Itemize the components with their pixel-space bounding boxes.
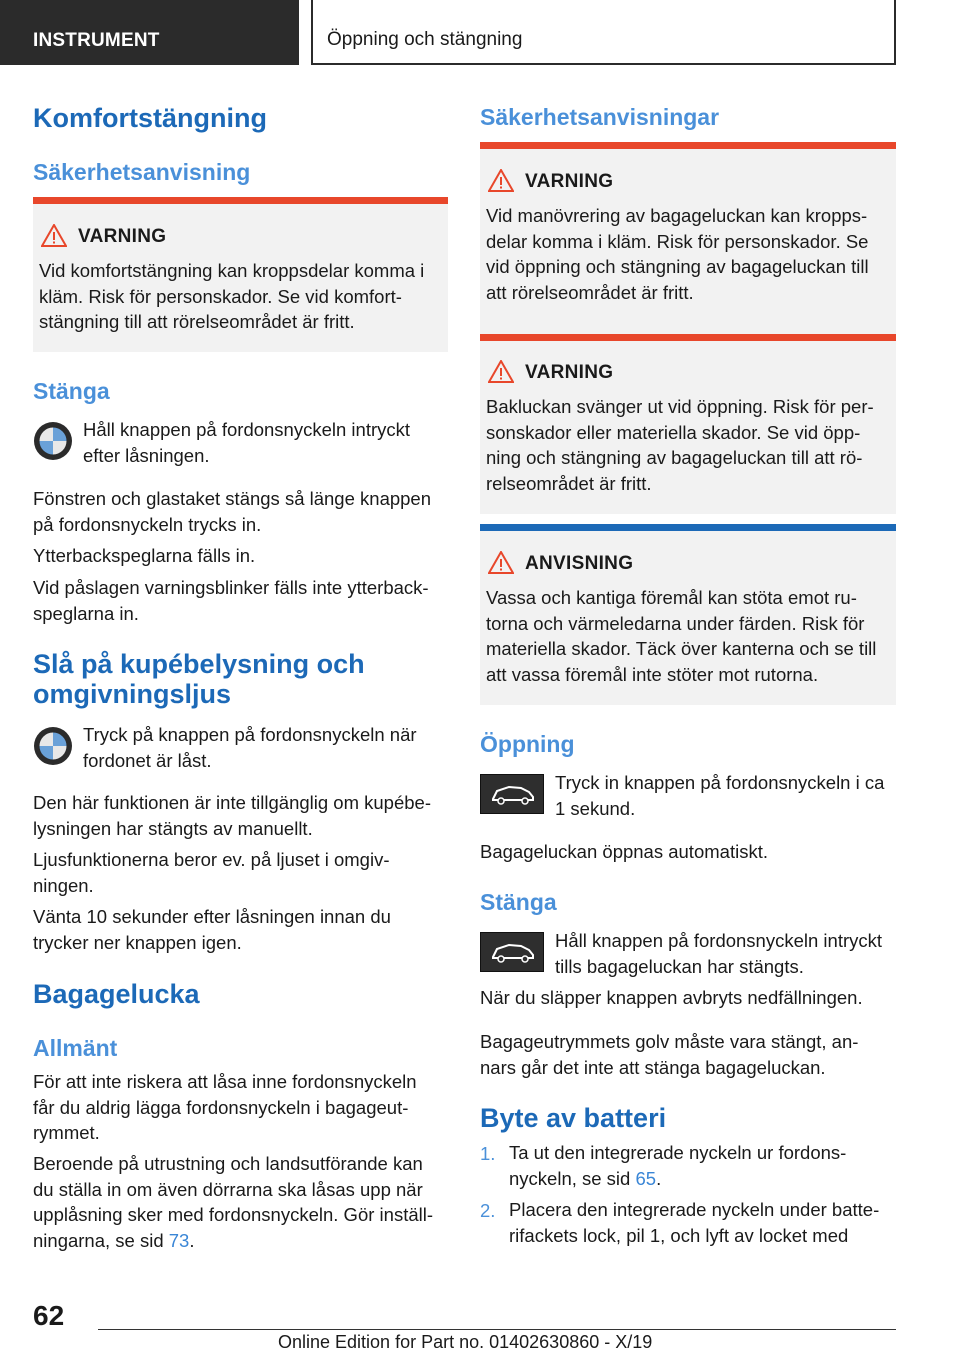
warning-box-komfort	[33, 197, 448, 352]
stanga-instruction: Håll knappen på fordonsnyckeln intryckt efter låsningen.	[83, 419, 411, 466]
key-logo-icon	[33, 421, 73, 461]
heading-sakerhetsanvisningar: Säkerhetsanvisningar	[480, 104, 720, 130]
page-link-73[interactable]: 73	[168, 1229, 190, 1251]
warning-text: Bakluckan svänger ut vid öppning. Risk för per- sonskador eller materiella skador. Se vid öpp- ning och stängning av bagageluckan till att rö- relseområdet är fritt.	[486, 396, 874, 494]
warning-icon	[41, 224, 67, 247]
warning-icon	[488, 169, 514, 192]
warning-text: Vid manövrering av bagageluckan kan kropps- delar komma i kläm. Risk för personskador. Se vid öppning och stängning av bagageluckan till att rörelseområdet är fritt.	[486, 205, 869, 303]
paragraph-ytterback: Ytterbackspeglarna fälls in.	[33, 545, 256, 566]
heading-kupebelysning: Slå på kupébelysning och omgivningsljus	[33, 649, 365, 709]
warning-title: VARNING	[525, 171, 614, 192]
paragraph-ljusfunktioner: Ljusfunktionerna beror ev. på ljuset i omgiv- ningen.	[33, 849, 390, 896]
page-number: 62	[33, 1300, 65, 1331]
warning-text: Vid komfortstängning kan kroppsdelar komma i kläm. Risk för personskador. Se vid komfort- stängning till att rörelseområdet är fritt.	[39, 260, 425, 332]
warning-icon	[488, 360, 514, 383]
paragraph-oppnas: Bagageluckan öppnas automatiskt.	[480, 841, 768, 862]
notice-icon	[488, 551, 514, 574]
heading-sakerhetsanvisning: Säkerhetsanvisning	[33, 159, 251, 185]
heading-stanga-bagage: Stänga	[480, 889, 557, 915]
paragraph-golv: Bagageutrymmets golv måste vara stängt, an- nars går det inte att stänga bagageluckan.	[480, 1031, 859, 1078]
warning-bar	[480, 334, 896, 341]
section-title: Öppning och stängning	[327, 29, 523, 50]
warning-title: VARNING	[525, 362, 614, 383]
heading-byte-batteri: Byte av batteri	[480, 1103, 667, 1133]
key-logo-icon	[33, 726, 73, 766]
heading-stanga: Stänga	[33, 378, 110, 404]
step-2-text: Placera den integrerade nyckeln under batte- rifackets lock, pil 1, och lyft av locket med	[509, 1199, 880, 1246]
paragraph-fonstren: Fönstren och glastaket stängs så länge knappen på fordonsnyckeln trycks in.	[33, 488, 432, 535]
section-tab	[311, 0, 896, 65]
warning-box-baklucka	[480, 334, 896, 514]
heading-komfortstangning: Komfortstängning	[33, 103, 267, 133]
trunk-button-icon	[480, 774, 544, 814]
paragraph-varningsblinker: Vid påslagen varningsblinker fälls inte ytterback- speglarna in.	[33, 577, 429, 624]
paragraph-riskera: För att inte riskera att låsa inne fordonsnyckeln får du aldrig lägga fordonsnyckeln i bagageut- rymmet.	[33, 1071, 417, 1143]
page-link-65[interactable]: 65	[635, 1167, 657, 1189]
chapter-tab	[0, 0, 299, 65]
kupebelysning-instruction: Tryck på knappen på fordonsnyckeln när fordonet är låst.	[83, 724, 417, 771]
paragraph-vanta: Vänta 10 sekunder efter låsningen innan du trycker ner knappen igen.	[33, 906, 391, 953]
trunk-button-icon	[480, 932, 544, 972]
paragraph-beroende: Beroende på utrustning och landsutförande kan du ställa in om även dörrarna ska låsas upp när upplåsning sker med fordonsnyckeln. Gör inställ- ningarna, se sid 73.	[33, 1153, 433, 1251]
heading-bagagelucka: Bagagelucka	[33, 979, 200, 1009]
paragraph-funktion: Den här funktionen är inte tillgänglig om kupébe- lysningen har stängts av manuellt.	[33, 792, 431, 839]
oppning-instruction: Tryck in knappen på fordonsnyckeln i ca 1 sekund.	[555, 772, 885, 819]
warning-title: VARNING	[78, 226, 167, 247]
notice-bar	[480, 524, 896, 531]
notice-text: Vassa och kantiga föremål kan stöta emot ru- torna och värmeledarna under färden. Risk för materiella skador. Täck över kanterna och se till att vassa föremål inte stöter mot rutorna.	[486, 587, 877, 685]
warning-bar	[480, 142, 896, 149]
heading-allmant: Allmänt	[33, 1035, 118, 1061]
paragraph-slapper: När du släpper knappen avbryts nedfällningen.	[480, 987, 863, 1008]
chapter-title: INSTRUMENT	[33, 30, 160, 51]
notice-title: ANVISNING	[525, 553, 634, 574]
footer-divider	[98, 1329, 896, 1330]
stanga-bagage-instruction: Håll knappen på fordonsnyckeln intryckt tills bagageluckan har stängts.	[555, 930, 883, 977]
warning-box-bagage	[480, 142, 896, 334]
step-number-2: 2.	[480, 1200, 496, 1221]
step-number-1: 1.	[480, 1143, 496, 1164]
edition-text: Online Edition for Part no. 01402630860 - X/19	[278, 1332, 653, 1352]
heading-oppning: Öppning	[480, 731, 575, 757]
notice-box-vassa	[480, 524, 896, 705]
warning-bar	[33, 197, 448, 204]
step-1-text: Ta ut den integrerade nyckeln ur fordons- nyckeln, se sid 65.	[509, 1142, 847, 1189]
